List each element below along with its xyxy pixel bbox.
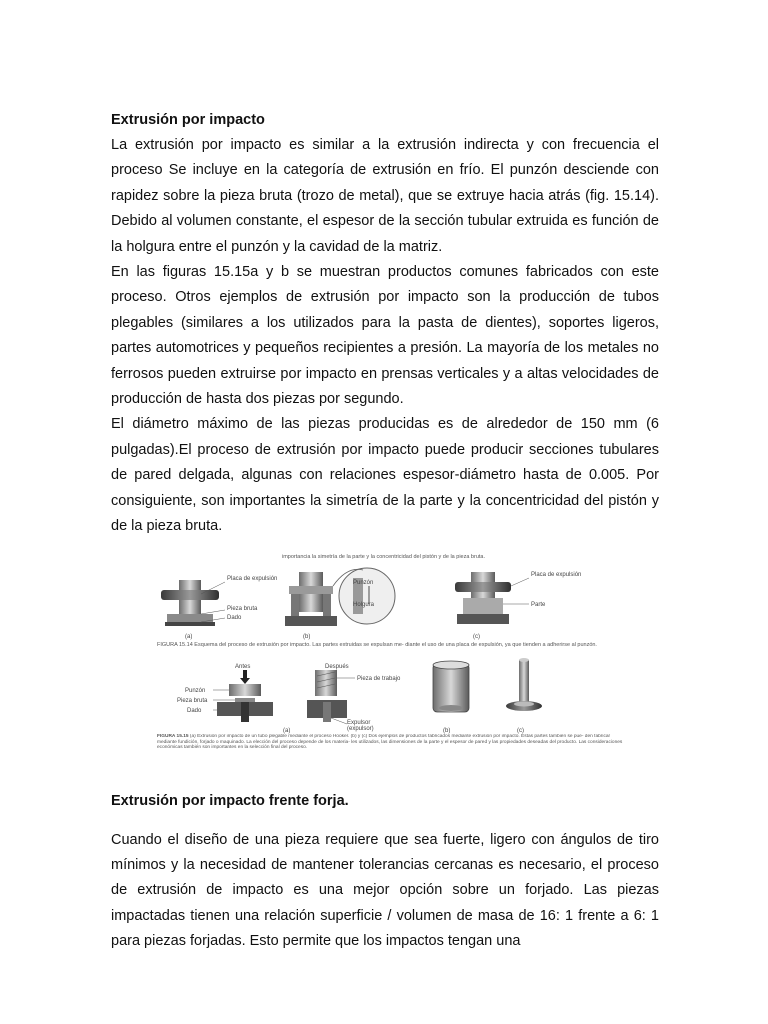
paragraph-1: La extrusión por impacto es similar a la extrusión indirecta y con frecuencia el proceso Se incluye en la categoría de extrusión en frío. El punzón desciende con rapidez sobre la pieza bruta (trozo de metal), que se extruye hacia atrás (fig. 15.14). Debido al volumen constante, el espesor de la sección tubular extruida es función de la holgura entre el punzón y la cavidad de la matriz. [111, 137, 659, 255]
label-holgura: Holgura [353, 601, 375, 608]
fig2-panel-a [177, 664, 401, 734]
label-c: (c) [473, 633, 480, 640]
label-a-15-15: (a) [283, 727, 291, 734]
fig1-panel-c [455, 572, 581, 640]
paragraph-2: En las figuras 15.15a y b se muestran productos comunes fabricados con este proceso. Otros ejemplos de extrusión por impacto son la producción de tubos plegables (similares a los utilizados para la pasta de dientes), soportes ligeros, partes automotrices y pequeños recipientes a presión. La mayoría de los metales no ferrosos pueden extruirse por impacto en prensas verticales y a altas velocidades de producción de hasta dos piezas por segundo. [111, 264, 659, 408]
fig1-panel-b [285, 568, 395, 640]
figure-top-caption: importancia la simetría de la parte y la concentricidad del pistón y de la pieza bruta. [282, 553, 485, 560]
label-punzon-15-15: Punzón [185, 687, 206, 694]
label-b-15-15: (b) [443, 727, 451, 734]
fig1-panel-a [161, 576, 277, 640]
figure-15-15-caption-text: (a) Extrusión por impacto de un tubo plegable mediante el proceso Hooker. (b) y (c) Dos ejemplos de productos fabricados mediante extrusión por impacto. Estas partes también se pue- den fabricar mediante fundición, forjado o maquinado. La elección del proceso depende de los materia- les utilizados, las dimensiones de la parte y el espesor de pared y las propiedades deseadas del producto. Las consideraciones económicas también son importantes en la selección final del proceso. [157, 733, 623, 750]
label-antes: Antes [235, 663, 251, 670]
label-parte: Parte [531, 601, 546, 608]
label-pieza-bruta: Pieza bruta [227, 605, 258, 612]
figure-illustration [157, 552, 627, 754]
label-pieza-trabajo: Pieza de trabajo [357, 675, 401, 682]
section-heading-impact-extrusion: Extrusión por impacto [111, 112, 265, 128]
figure-15-14-caption: FIGURA 15.14 Esquema del proceso de extrusión por impacto. Las partes extruidas se expulsan me- diante el uso de una placa de expulsión, ya que tienden a adherirse al punzón. [157, 641, 597, 648]
label-placa-expulsion: Placa de expulsión [227, 575, 278, 582]
label-expulsor: Expulsor [347, 719, 371, 726]
section-impact-vs-forging [111, 792, 659, 955]
label-expulsor-sub: (expulsor) [347, 725, 374, 732]
label-c-15-15: (c) [517, 727, 524, 734]
fig2-panel-b [433, 661, 469, 734]
figure-impact-extrusion [157, 552, 627, 754]
section-heading-impact-vs-forging: Extrusión por impacto frente forja. [111, 792, 349, 809]
figure-15-15-title: FIGURA 15.15 [157, 733, 189, 739]
paragraph-4: Cuando el diseño de una pieza requiere que sea fuerte, ligero con ángulos de tiro mínimos y la necesidad de mantener tolerancias cercanas es necesario, el proceso de extrusión de impacto es una mejor opción sobre un forjado. Las piezas impactadas tienen una relación superficie / volumen de masa de 16: 1 frente a 6: 1 para piezas forjadas. Esto permite que los impactos tengan una [111, 831, 659, 950]
label-dado-15-15: Dado [187, 707, 202, 714]
label-b: (b) [303, 633, 311, 640]
figure-15-15-caption [157, 734, 627, 751]
label-dado: Dado [227, 614, 242, 621]
label-punzon: Punzón [353, 579, 374, 586]
label-placa-expulsion-c: Placa de expulsión [531, 571, 582, 578]
label-pieza-bruta-15-15: Pieza bruta [177, 697, 208, 704]
label-despues: Después [325, 663, 349, 670]
document-content [111, 111, 659, 955]
fig2-panel-c [506, 658, 542, 734]
label-a: (a) [185, 633, 193, 640]
paragraph-3: El diámetro máximo de las piezas producidas es de alrededor de 150 mm (6 pulgadas).El proceso de extrusión por impacto puede producir secciones tubulares de pared delgada, algunas con relaciones espesor-diámetro hasta de 0.005. Por consiguiente, son importantes la simetría de la parte y la concentricidad del pistón y de la pieza bruta. [111, 416, 659, 535]
